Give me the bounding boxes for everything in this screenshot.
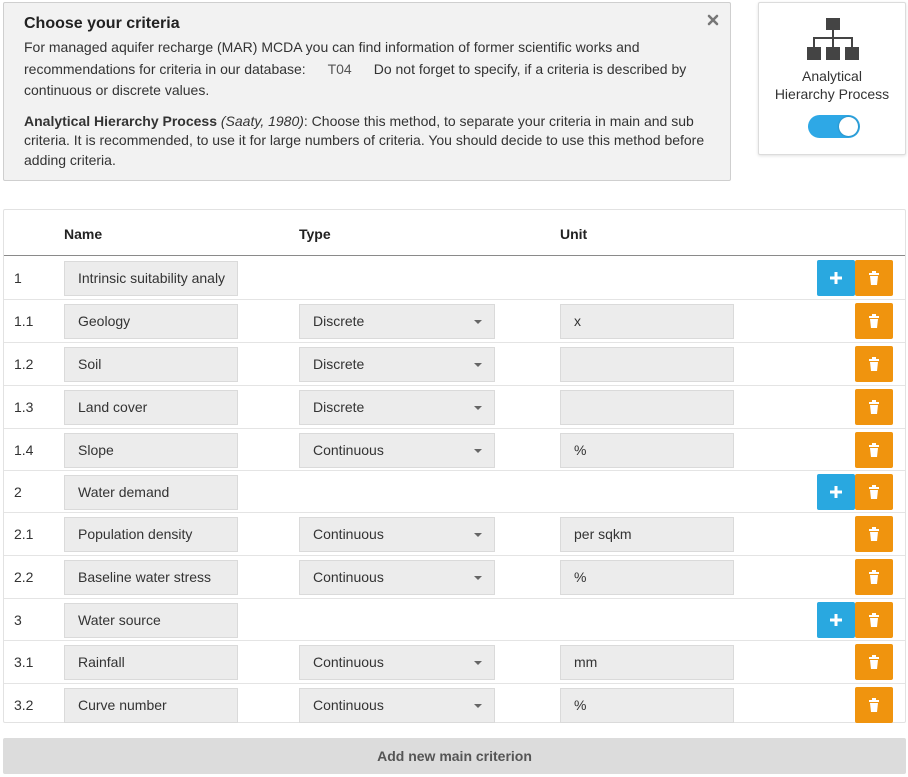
info-line-1: For managed aquifer recharge (MAR) MCDA you can find information of former scientific works and [24, 39, 640, 55]
criterion-unit-input[interactable]: x [560, 304, 734, 339]
table-header [4, 210, 905, 256]
ahp-toggle[interactable] [808, 115, 860, 138]
ahp-text: : Choose this method, to separate your criteria in main and sub criteria. It is recommended, to use it for large numbers of criteria. You should decide to use this method before adding criteria. [24, 112, 705, 168]
caret-down-icon [474, 704, 482, 708]
ahp-card [758, 2, 906, 155]
delete-criterion-button[interactable] [855, 303, 893, 339]
info-title: Choose your criteria [24, 15, 180, 32]
criteria-info-panel [3, 2, 731, 181]
info-line-2: recommendations for criteria in our database: [24, 60, 306, 77]
header-name: Name [64, 226, 103, 242]
criterion-name-input[interactable]: Rainfall [64, 645, 238, 680]
criterion-name-input[interactable]: Baseline water stress [64, 560, 238, 595]
delete-criterion-button[interactable] [855, 389, 893, 425]
criterion-unit-input[interactable]: per sqkm [560, 517, 734, 552]
row-number: 1.2 [14, 356, 34, 372]
row-number: 1.3 [14, 399, 34, 415]
criterion-unit-input[interactable] [560, 347, 734, 382]
database-code: T04 [327, 60, 352, 77]
criterion-type-select[interactable] [299, 347, 495, 382]
ahp-citation: (Saaty, 1980) [220, 112, 304, 129]
sub-criterion-row [4, 555, 905, 598]
delete-criterion-button[interactable] [855, 432, 893, 468]
criterion-unit-input[interactable] [560, 390, 734, 425]
row-number: 3.1 [14, 654, 34, 670]
caret-down-icon [474, 406, 482, 410]
type-select-value: Discrete [313, 356, 365, 372]
sub-criterion-row [4, 683, 905, 726]
add-sub-criterion-button[interactable] [817, 602, 855, 638]
caret-down-icon [474, 320, 482, 324]
criterion-name-input[interactable]: Population density [64, 517, 238, 552]
delete-criterion-button[interactable] [855, 602, 893, 638]
info-line-3: continuous or discrete values. [24, 82, 210, 98]
ahp-description [24, 112, 710, 171]
criterion-name-input[interactable]: Water source [64, 603, 238, 638]
caret-down-icon [474, 533, 482, 537]
criterion-type-select[interactable] [299, 688, 495, 723]
criterion-type-select[interactable] [299, 304, 495, 339]
header-type: Type [299, 226, 331, 242]
sub-criterion-row [4, 385, 905, 428]
main-criterion-row [4, 598, 905, 641]
caret-down-icon [474, 449, 482, 453]
delete-criterion-button[interactable] [855, 346, 893, 382]
delete-criterion-button[interactable] [855, 559, 893, 595]
caret-down-icon [474, 576, 482, 580]
criterion-unit-input[interactable]: mm [560, 645, 734, 680]
info-line-2-rest: Do not forget to specify, if a criteria is described by [373, 60, 687, 77]
delete-criterion-button[interactable] [855, 687, 893, 723]
criterion-name-input[interactable]: Geology [64, 304, 238, 339]
ahp-bold-title: Analytical Hierarchy Process [24, 112, 217, 129]
criterion-type-select[interactable] [299, 645, 495, 680]
sub-criterion-row [4, 640, 905, 683]
type-select-value: Continuous [313, 569, 384, 585]
delete-criterion-button[interactable] [855, 644, 893, 680]
type-select-value: Continuous [313, 697, 384, 713]
main-criterion-row [4, 257, 905, 300]
sub-criterion-row [4, 428, 905, 471]
criterion-unit-input[interactable]: % [560, 560, 734, 595]
ahp-label [759, 67, 905, 103]
hierarchy-icon [807, 18, 859, 67]
row-number: 2.1 [14, 526, 34, 542]
type-select-value: Continuous [313, 654, 384, 670]
criterion-type-select[interactable] [299, 560, 495, 595]
caret-down-icon [474, 363, 482, 367]
row-number: 3 [14, 612, 22, 628]
type-select-value: Discrete [313, 399, 365, 415]
criterion-name-input[interactable]: Slope [64, 433, 238, 468]
caret-down-icon [474, 661, 482, 665]
criteria-table [3, 209, 906, 723]
criterion-unit-input[interactable]: % [560, 688, 734, 723]
add-sub-criterion-button[interactable] [817, 474, 855, 510]
ahp-label-line-1: Analytical [802, 68, 862, 84]
header-unit: Unit [560, 226, 588, 242]
criterion-name-input[interactable]: Land cover [64, 390, 238, 425]
delete-criterion-button[interactable] [855, 516, 893, 552]
criterion-name-input[interactable]: Intrinsic suitability analy [64, 261, 238, 296]
row-number: 2.2 [14, 569, 34, 585]
toggle-knob [839, 117, 858, 136]
criterion-name-input[interactable]: Water demand [64, 475, 238, 510]
row-number: 1.1 [14, 313, 34, 329]
add-sub-criterion-button[interactable] [817, 260, 855, 296]
type-select-value: Discrete [313, 313, 365, 329]
criterion-name-input[interactable]: Soil [64, 347, 238, 382]
main-criterion-row [4, 470, 905, 513]
sub-criterion-row [4, 342, 905, 385]
type-select-value: Continuous [313, 442, 384, 458]
info-description [24, 37, 710, 102]
sub-criterion-row [4, 512, 905, 555]
close-icon[interactable] [707, 13, 721, 27]
criterion-type-select[interactable] [299, 390, 495, 425]
ahp-label-line-2: Hierarchy Process [774, 86, 890, 102]
add-main-criterion-button[interactable]: Add new main criterion [3, 738, 906, 774]
delete-criterion-button[interactable] [855, 260, 893, 296]
criterion-name-input[interactable]: Curve number [64, 688, 238, 723]
type-select-value: Continuous [313, 526, 384, 542]
row-number: 1 [14, 270, 22, 286]
criterion-type-select[interactable] [299, 517, 495, 552]
criterion-unit-input[interactable]: % [560, 433, 734, 468]
criterion-type-select[interactable] [299, 433, 495, 468]
row-number: 2 [14, 484, 22, 500]
sub-criterion-row [4, 299, 905, 342]
row-number: 1.4 [14, 442, 34, 458]
delete-criterion-button[interactable] [855, 474, 893, 510]
row-number: 3.2 [14, 697, 34, 713]
